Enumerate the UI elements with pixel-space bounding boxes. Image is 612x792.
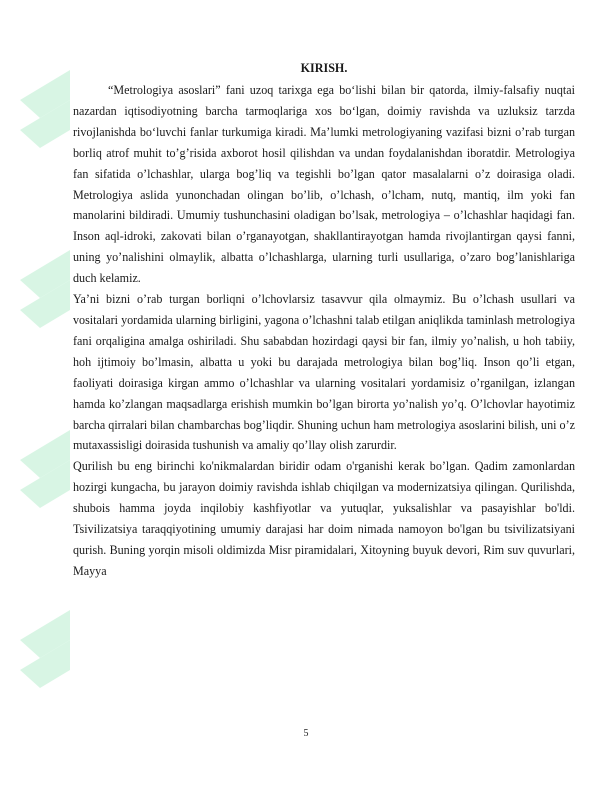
page-number: 5 [303,728,309,739]
page-title: KIRISH. [300,61,348,75]
paragraph-3: Qurilish bu eng birinchi ko'nikmalardan biridir odam o'rganishi kerak bo’lgan. Qadim zamonlardan hozirgi kungacha, bu jarayon doimiy ravishda ishlab chiqilgan va modernizatsiya qilingan. Qurilishda, shubois hamma joyda inqilobiy kashfiyotlar va yutuqlar, yuksalishlar va pasayishlar bo'ldi. Tsivilizatsiya taraqqiyotining umumiy darajasi har doim nimada namoyon bo'lgan bu tsivilizatsiyani qurish. Buning yorqin misoli oldimizda Misr piramidalari, Xitoyning buyuk devori, Rim suv quvurlari, Mayya [73,459,575,578]
paragraph-1: “Metrologiya asoslari” fani uzoq tarixga ega bo‘lishi bilan bir qatorda, ilmiy-falsafiy nuqtai nazardan iqtisodiyotning barcha tarmoqlariga xos bo‘lgan, doimiy ravishda va uzluksiz tarzda rivojlanishda bo‘luvchi fanlar turkumiga kiradi. Ma’lumki metrologiyaning vazifasi bizni o’rab turgan borliq atrof muhit to’g’risida axborot hosil qilishdan va undan foydalanishdan iboratdir. Metrologiya fan sifatida o’lchashlar, ularga bog’liq va tegishli bo’lgan qator masalalarni o’z doirasiga oladi. Metrologiya aslida yunonchadan olingan bo’lib, o’lchash, o’lcham, nutq, mantiq, ilm yoki fan manolarini bildiradi. Umumiy tushunchasini oladigan bo’lsak, metrologiya – o’lchashlar haqidagi fan. Inson aql-idroki, zakovati bilan o’rganayotgan, shakllantirayotgan hamda rivojlantirgan qaysi fanni, uning yo’nalishini olmaylik, albatta o’lchashlarga, ularning turli usullariga, o’zaro bog’lanishlariga duch kelamiz. [73,83,575,286]
paragraph-2: Ya’ni bizni o’rab turgan borliqni o’lchovlarsiz tasavvur qila olmaymiz. Bu o’lchash usullari va vositalari yordamida ularning birligini, yagona o’lchashni talab etilgan aniqlikda taminlash metrologiya fani orqaligina amalga oshiriladi. Shu sababdan hozirdagi qaysi bir fan, ilmiy yo’nalish, u hoh tabiiy, hoh ijtimoiy bo’lmasin, albatta u yoki bu darajada metrologiya bilan bog’liq. Inson qo’li etgan, faoliyati doirasiga kirgan ammo o’lchashlar va ularning vositalari yordamisiz o’rganilgan, izlangan hamda ko’zlangan maqsadlarga erishish mumkin bo’lgan birorta yo’nalish yo’q. O’lchovlar hayotimiz barcha qirralari bilan chambarchas bog’liqdir. Shuning uchun ham metrologiya asoslarini bilish, uni o’z mutaxassisligi doirasida tushunish va amaliy qo’llay olish zarurdir. [73,292,575,453]
page-content [73,58,575,582]
